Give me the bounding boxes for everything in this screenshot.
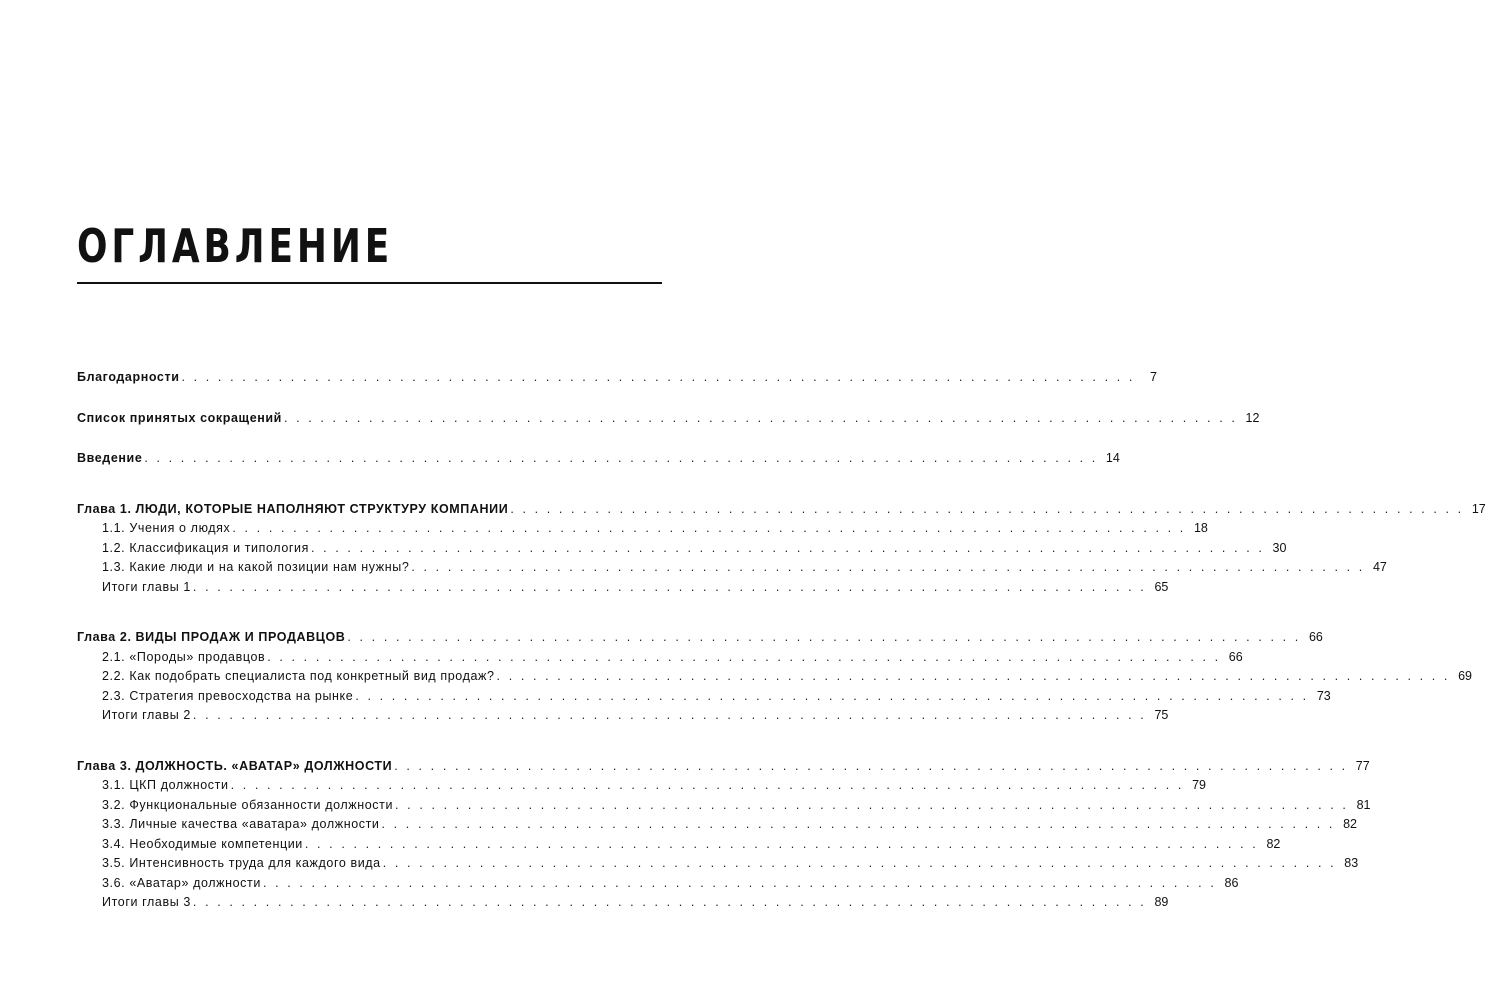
toc-chapter-heading[interactable] bbox=[77, 500, 1486, 520]
toc-section-entry[interactable] bbox=[77, 776, 1207, 796]
dot-leader: . . . . . . . . . . . . . . . . . . . . . . . . . . . . . . . . . . . . . . . . . . . . . . . . . . . . . . . . . . . . . . . . . . . . . . . . . . . . . . . bbox=[510, 501, 1464, 516]
toc-section-entry[interactable] bbox=[77, 558, 1387, 578]
toc-chapter-heading[interactable] bbox=[77, 757, 1370, 777]
toc-entry-label: 2.3. Стратегия превосходства на рынке bbox=[102, 688, 354, 703]
toc-section-entry[interactable] bbox=[77, 687, 1331, 707]
toc-entry-page: 65 bbox=[1154, 579, 1169, 594]
toc-entry-page: 14 bbox=[1105, 451, 1120, 465]
toc-entry-page: 18 bbox=[1193, 521, 1208, 535]
dot-leader: . . . . . . . . . . . . . . . . . . . . . . . . . . . . . . . . . . . . . . . . . . . . . . . . . . . . . . . . . . . . . . . . . . . . . . . . . . . . . . . bbox=[496, 669, 1450, 683]
front-matter-entry bbox=[77, 368, 1157, 388]
toc-entry-label: 3.6. «Аватар» должности bbox=[102, 875, 261, 890]
dot-leader: . . . . . . . . . . . . . . . . . . . . . . . . . . . . . . . . . . . . . . . . . . . . . . . . . . . . . . . . . . . . . . . . . . . . . . . . . . . . . . . bbox=[382, 856, 1337, 870]
dot-leader: . . . . . . . . . . . . . . . . . . . . . . . . . . . . . . . . . . . . . . . . . . . . . . . . . . . . . . . . . . . . . . . . . . . . . . . . . . . . . . . bbox=[304, 836, 1259, 851]
dot-leader: . . . . . . . . . . . . . . . . . . . . . . . . . . . . . . . . . . . . . . . . . . . . . . . . . . . . . . . . . . . . . . . . . . . . . . . . . . . . . . . bbox=[267, 649, 1221, 664]
dot-leader: . . . . . . . . . . . . . . . . . . . . . . . . . . . . . . . . . . . . . . . . . . . . . . . . . . . . . . . . . . . . . . . . . . . . . . . . . . . . . . . bbox=[262, 875, 1217, 890]
toc-entry-page: 82 bbox=[1266, 836, 1281, 851]
toc-chapter-heading[interactable] bbox=[77, 628, 1323, 648]
toc-entry-page: 89 bbox=[1154, 895, 1169, 909]
toc-entry-page: 79 bbox=[1192, 778, 1207, 792]
toc-entry-label: Введение bbox=[77, 451, 143, 465]
toc-section-entry[interactable] bbox=[77, 835, 1281, 855]
toc-entry-label: 1.1. Учения о людях bbox=[102, 521, 231, 535]
page-title: ОГЛАВЛЕНИЕ bbox=[77, 219, 394, 273]
dot-leader: . . . . . . . . . . . . . . . . . . . . . . . . . . . . . . . . . . . . . . . . . . . . . . . . . . . . . . . . . . . . . . . . . . . . . . . . . . . . . . . bbox=[144, 451, 1098, 465]
chapter-number: Глава 1. bbox=[77, 501, 132, 516]
dot-leader: . . . . . . . . . . . . . . . . . . . . . . . . . . . . . . . . . . . . . . . . . . . . . . . . . . . . . . . . . . . . . . . . . . . . . . . . . . . . . . . bbox=[192, 708, 1147, 722]
toc-section-entry[interactable] bbox=[77, 519, 1208, 539]
toc-entry-page: 83 bbox=[1344, 856, 1359, 870]
toc-section-entry[interactable] bbox=[77, 648, 1243, 668]
front-matter-entry bbox=[77, 409, 1260, 429]
toc-entry-label: 2.1. «Породы» продавцов bbox=[102, 649, 266, 664]
toc-section-entry[interactable] bbox=[77, 815, 1357, 835]
dot-leader: . . . . . . . . . . . . . . . . . . . . . . . . . . . . . . . . . . . . . . . . . . . . . . . . . . . . . . . . . . . . . . . . . . . . . . . . . . . . . . . bbox=[230, 778, 1185, 792]
toc-entry-page: 47 bbox=[1372, 560, 1387, 574]
dot-leader: . . . . . . . . . . . . . . . . . . . . . . . . . . . . . . . . . . . . . . . . . . . . . . . . . . . . . . . . . . . . . . . . . . . . . . . . . . . . . . . bbox=[192, 895, 1147, 909]
chapter-title: ЛЮДИ, КОТОРЫЕ НАПОЛНЯЮТ СТРУКТУРУ КОМПАНИИ bbox=[135, 501, 509, 516]
toc-entry-page: 81 bbox=[1356, 797, 1371, 812]
toc-entry-page: 82 bbox=[1343, 817, 1357, 831]
toc-entry-label: 3.2. Функциональные обязанности должности bbox=[102, 797, 394, 812]
chapter-number: Глава 3. bbox=[77, 758, 132, 773]
toc-entry-page: 86 bbox=[1224, 875, 1239, 890]
toc-entry-label: 1.3. Какие люди и на какой позиции нам нужны? bbox=[102, 560, 410, 574]
dot-leader: . . . . . . . . . . . . . . . . . . . . . . . . . . . . . . . . . . . . . . . . . . . . . . . . . . . . . . . . . . . . . . . . . . . . . . . . . . . . . . . bbox=[283, 410, 1238, 425]
toc-entry-acknowledgements[interactable] bbox=[77, 368, 1157, 388]
toc-chapter-1 bbox=[77, 500, 1486, 598]
toc-chapter-2 bbox=[77, 628, 1472, 726]
title-divider bbox=[77, 282, 662, 284]
toc-entry-label: Благодарности bbox=[77, 370, 180, 384]
dot-leader: . . . . . . . . . . . . . . . . . . . . . . . . . . . . . . . . . . . . . . . . . . . . . . . . . . . . . . . . . . . . . . . . . . . . . . . . . . . . . . . bbox=[347, 630, 1301, 644]
toc-entry-page: 7 bbox=[1150, 370, 1157, 384]
toc-section-entry[interactable] bbox=[77, 874, 1239, 894]
toc-entry-label: Список принятых сокращений bbox=[77, 410, 282, 425]
toc-entry-label: Итоги главы 3 bbox=[102, 895, 191, 909]
toc-section-entry[interactable] bbox=[77, 539, 1287, 559]
dot-leader: . . . . . . . . . . . . . . . . . . . . . . . . . . . . . . . . . . . . . . . . . . . . . . . . . . . . . . . . . . . . . . . . . . . . . . . . . . . . . . . bbox=[394, 758, 1348, 773]
toc-section-entry[interactable] bbox=[77, 667, 1472, 687]
table-of-contents bbox=[77, 368, 1486, 934]
toc-entry-page: 17 bbox=[1471, 501, 1486, 516]
toc-section-entry[interactable] bbox=[77, 706, 1169, 726]
dot-leader: . . . . . . . . . . . . . . . . . . . . . . . . . . . . . . . . . . . . . . . . . . . . . . . . . . . . . . . . . . . . . . . . . . . . . . . . . . . . . . . bbox=[181, 370, 1135, 384]
toc-chapter-3 bbox=[77, 757, 1371, 913]
dot-leader: . . . . . . . . . . . . . . . . . . . . . . . . . . . . . . . . . . . . . . . . . . . . . . . . . . . . . . . . . . . . . . . . . . . . . . . . . . . . . . . bbox=[310, 540, 1265, 555]
toc-section-entry[interactable] bbox=[77, 893, 1169, 913]
toc-entry-page: 73 bbox=[1316, 688, 1331, 703]
toc-entry-label: Итоги главы 1 bbox=[102, 579, 191, 594]
toc-entry-page: 66 bbox=[1228, 649, 1243, 664]
toc-entry-page: 66 bbox=[1308, 630, 1323, 644]
toc-section-entry[interactable] bbox=[77, 578, 1169, 598]
toc-entry-label: 1.2. Классификация и типология bbox=[102, 540, 309, 555]
toc-entry-label: 3.5. Интенсивность труда для каждого вида bbox=[102, 856, 381, 870]
chapter-number: Глава 2. bbox=[77, 630, 132, 644]
toc-entry-page: 12 bbox=[1245, 410, 1260, 425]
dot-leader: . . . . . . . . . . . . . . . . . . . . . . . . . . . . . . . . . . . . . . . . . . . . . . . . . . . . . . . . . . . . . . . . . . . . . . . . . . . . . . . bbox=[395, 797, 1349, 812]
dot-leader: . . . . . . . . . . . . . . . . . . . . . . . . . . . . . . . . . . . . . . . . . . . . . . . . . . . . . . . . . . . . . . . . . . . . . . . . . . . . . . . bbox=[381, 817, 1335, 831]
dot-leader: . . . . . . . . . . . . . . . . . . . . . . . . . . . . . . . . . . . . . . . . . . . . . . . . . . . . . . . . . . . . . . . . . . . . . . . . . . . . . . . bbox=[192, 579, 1147, 594]
toc-entry-label: 3.4. Необходимые компетенции bbox=[102, 836, 303, 851]
toc-entry-introduction[interactable] bbox=[77, 449, 1120, 469]
toc-entry-label: 3.1. ЦКП должности bbox=[102, 778, 229, 792]
chapter-title: ВИДЫ ПРОДАЖ И ПРОДАВЦОВ bbox=[135, 630, 346, 644]
toc-entry-page: 30 bbox=[1272, 540, 1287, 555]
chapter-title: ДОЛЖНОСТЬ. «АВАТАР» ДОЛЖНОСТИ bbox=[135, 758, 393, 773]
toc-section-entry[interactable] bbox=[77, 796, 1371, 816]
dot-leader: . . . . . . . . . . . . . . . . . . . . . . . . . . . . . . . . . . . . . . . . . . . . . . . . . . . . . . . . . . . . . . . . . . . . . . . . . . . . . . . bbox=[411, 560, 1365, 574]
toc-entry-label: 2.2. Как подобрать специалиста под конкретный вид продаж? bbox=[102, 669, 495, 683]
toc-entry-abbreviations[interactable] bbox=[77, 409, 1260, 429]
dot-leader: . . . . . . . . . . . . . . . . . . . . . . . . . . . . . . . . . . . . . . . . . . . . . . . . . . . . . . . . . . . . . . . . . . . . . . . . . . . . . . . bbox=[232, 521, 1186, 535]
toc-entry-label: Итоги главы 2 bbox=[102, 708, 191, 722]
toc-entry-page: 69 bbox=[1458, 669, 1472, 683]
toc-entry-page: 75 bbox=[1154, 708, 1169, 722]
toc-section-entry[interactable] bbox=[77, 854, 1359, 874]
dot-leader: . . . . . . . . . . . . . . . . . . . . . . . . . . . . . . . . . . . . . . . . . . . . . . . . . . . . . . . . . . . . . . . . . . . . . . . . . . . . . . . bbox=[355, 688, 1309, 703]
toc-entry-label: 3.3. Личные качества «аватара» должности bbox=[102, 817, 380, 831]
toc-entry-page: 77 bbox=[1355, 758, 1370, 773]
front-matter-entry bbox=[77, 449, 1120, 469]
